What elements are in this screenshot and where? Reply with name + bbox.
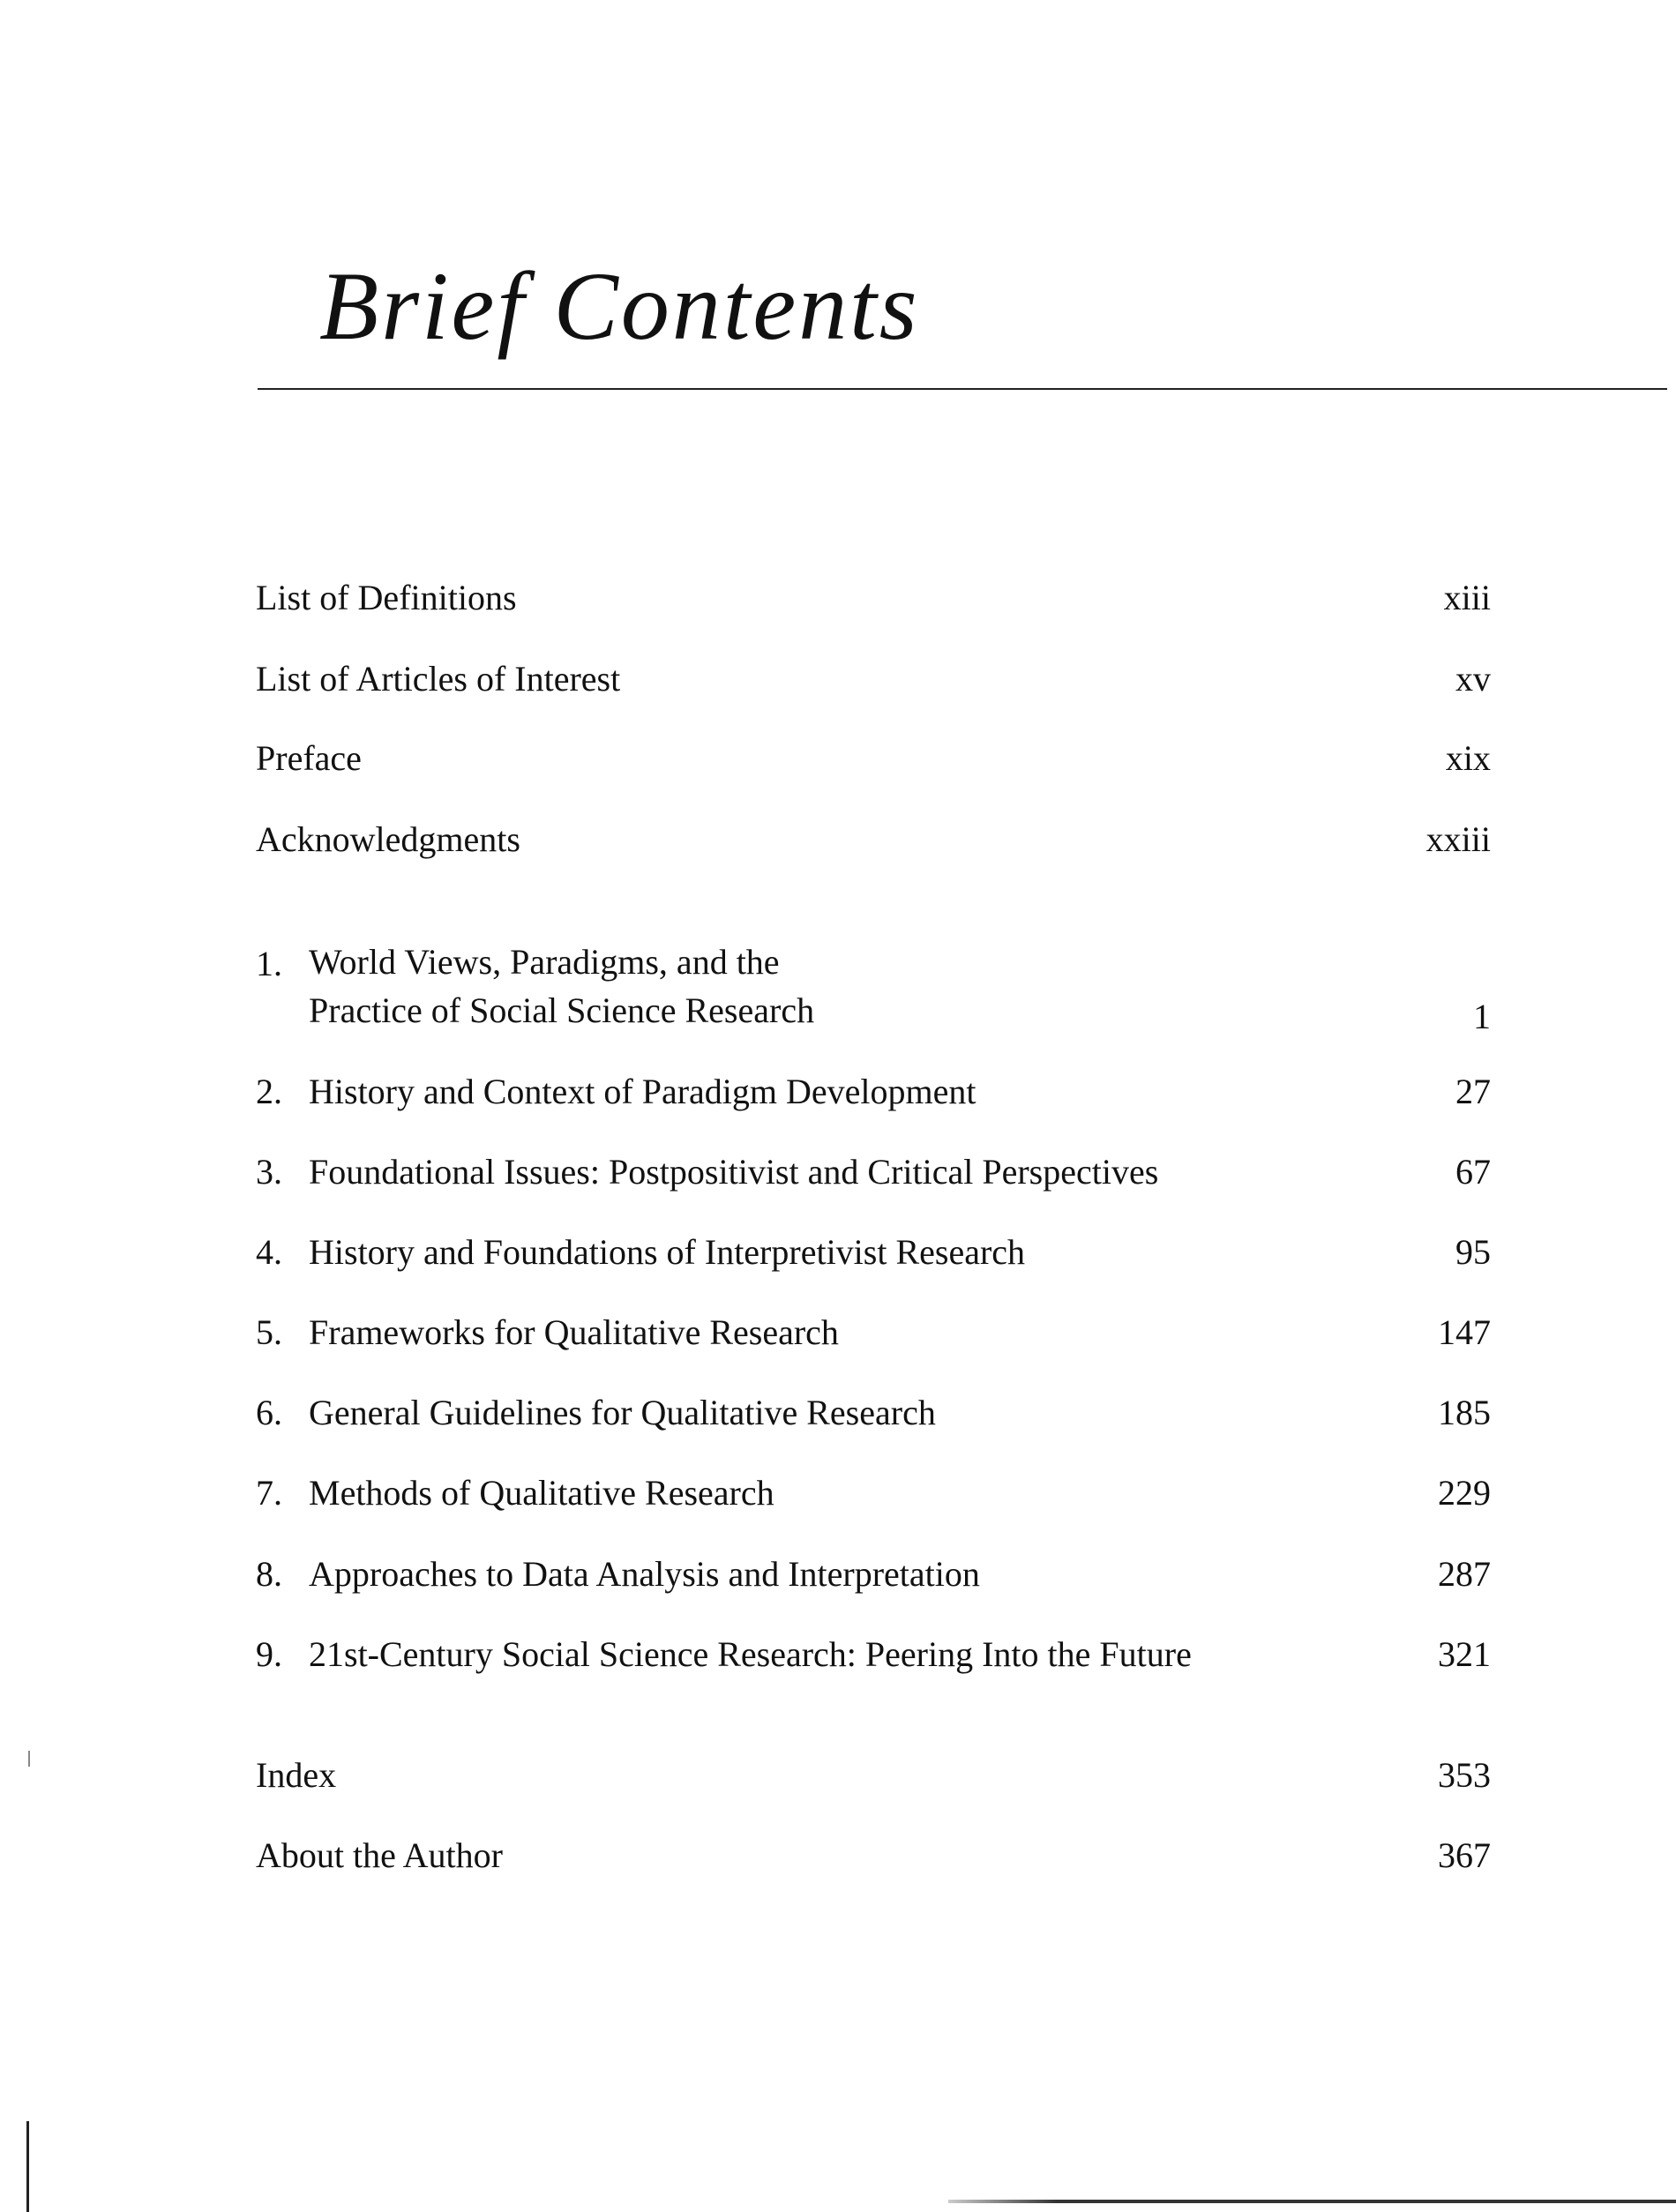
toc-entry-list-of-articles[interactable]	[256, 653, 1491, 706]
toc-chapter-number: 1.	[256, 944, 282, 983]
toc-chapter-page: 95	[1455, 1232, 1491, 1272]
toc-chapter-label-line: Practice of Social Science Research	[309, 990, 815, 1030]
toc-chapter-label-line: World Views, Paradigms, and the	[309, 942, 780, 982]
toc-entry-preface[interactable]	[256, 732, 1491, 785]
toc-chapter-page: 147	[1438, 1312, 1491, 1352]
toc-entry-label: Preface	[256, 738, 362, 778]
toc-chapter-4[interactable]	[256, 1226, 1491, 1279]
toc-chapter-number: 4.	[256, 1232, 282, 1272]
toc-chapter-label: Approaches to Data Analysis and Interpretation	[309, 1554, 980, 1594]
toc-chapter-label: History and Foundations of Interpretivist Research	[309, 1232, 1026, 1272]
toc-chapter-9[interactable]	[256, 1628, 1491, 1681]
toc-entry-label: List of Definitions	[256, 578, 517, 617]
scan-artifact-tick	[28, 1751, 30, 1767]
toc-chapter-label: History and Context of Paradigm Development	[309, 1072, 976, 1111]
toc-chapter-page: 27	[1455, 1072, 1491, 1111]
toc-entry-index[interactable]	[256, 1749, 1491, 1802]
toc-chapter-label: Methods of Qualitative Research	[309, 1473, 774, 1513]
toc-entry-page: xix	[1445, 738, 1491, 778]
toc-chapter-page: 287	[1438, 1554, 1491, 1594]
toc-chapter-label: Foundational Issues: Postpositivist and Critical Perspectives	[309, 1152, 1159, 1192]
toc-entry-acknowledgments[interactable]	[256, 813, 1491, 866]
toc-chapter-1[interactable]	[256, 938, 1491, 1043]
toc-chapter-page: 1	[1473, 997, 1491, 1036]
toc-chapter-number: 8.	[256, 1554, 282, 1594]
toc-entry-page: xxiii	[1425, 819, 1491, 859]
toc-entry-about-the-author[interactable]	[256, 1829, 1491, 1882]
title-rule	[258, 388, 1667, 390]
toc-chapter-number: 5.	[256, 1312, 282, 1352]
toc-chapter-number: 2.	[256, 1072, 282, 1111]
page-title: Brief Contents	[319, 252, 920, 360]
toc-chapter-7[interactable]	[256, 1467, 1491, 1520]
scan-artifact-bottom-edge	[948, 2200, 1676, 2203]
toc-chapter-number: 6.	[256, 1393, 282, 1432]
toc-chapter-label: 21st-Century Social Science Research: Peering Into the Future	[309, 1634, 1192, 1674]
toc-chapter-page: 229	[1438, 1473, 1491, 1513]
scan-artifact-left-edge	[26, 2121, 29, 2212]
toc-chapter-2[interactable]	[256, 1065, 1491, 1118]
toc-chapter-page: 67	[1455, 1152, 1491, 1192]
toc-chapter-3[interactable]	[256, 1146, 1491, 1199]
toc-chapter-page: 185	[1438, 1393, 1491, 1432]
toc-entry-page: xv	[1455, 659, 1491, 699]
toc-chapter-number: 7.	[256, 1473, 282, 1513]
toc-chapter-number: 9.	[256, 1634, 282, 1674]
toc-chapter-8[interactable]	[256, 1548, 1491, 1601]
toc-chapter-page: 321	[1438, 1634, 1491, 1674]
toc-entry-page: xiii	[1443, 578, 1491, 617]
toc-entry-page: 353	[1438, 1755, 1491, 1795]
toc-chapter-6[interactable]	[256, 1386, 1491, 1439]
toc-entry-page: 367	[1438, 1835, 1491, 1875]
toc-entry-label: About the Author	[256, 1835, 503, 1875]
toc-entry-label: List of Articles of Interest	[256, 659, 621, 699]
toc-chapter-5[interactable]	[256, 1306, 1491, 1359]
toc-chapter-number: 3.	[256, 1152, 282, 1192]
toc-chapter-label: General Guidelines for Qualitative Research	[309, 1393, 936, 1432]
toc-entry-list-of-definitions[interactable]	[256, 572, 1491, 624]
toc-chapter-label	[309, 938, 814, 1035]
toc-entry-label: Acknowledgments	[256, 819, 520, 859]
toc-chapter-label: Frameworks for Qualitative Research	[309, 1312, 839, 1352]
toc-entry-label: Index	[256, 1755, 337, 1795]
